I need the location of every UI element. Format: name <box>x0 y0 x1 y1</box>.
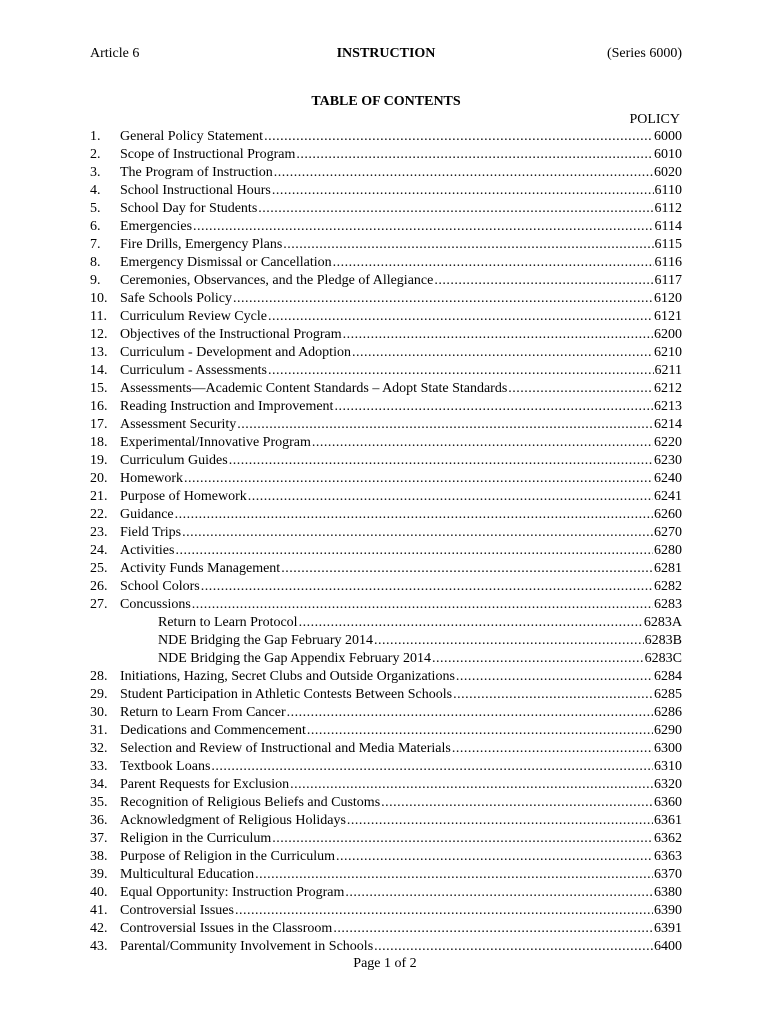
dot-leader <box>201 578 653 596</box>
policy-code: 6391 <box>654 921 682 936</box>
toc-entry <box>90 236 682 254</box>
entry-number: 13. <box>90 345 108 360</box>
entry-number: 21. <box>90 489 108 504</box>
toc-entry <box>90 830 682 848</box>
entry-number: 33. <box>90 759 108 774</box>
policy-code: 6230 <box>654 453 682 468</box>
entry-number: 35. <box>90 795 108 810</box>
entry-title: Assessments—Academic Content Standards – Adopt State Standards <box>120 381 508 396</box>
policy-code: 6220 <box>654 435 682 450</box>
entry-number: 12. <box>90 327 108 342</box>
policy-code: 6310 <box>654 759 682 774</box>
entry-title: Student Participation in Athletic Contests Between Schools <box>120 687 453 702</box>
policy-code: 6290 <box>654 723 682 738</box>
policy-code: 6283 <box>654 597 682 612</box>
policy-code: 6370 <box>654 867 682 882</box>
dot-leader <box>345 884 653 902</box>
entry-title: Dedications and Commencement <box>120 723 306 738</box>
dot-leader <box>347 812 653 830</box>
dot-leader <box>452 740 653 758</box>
dot-leader <box>307 722 653 740</box>
entry-title: Curriculum Review Cycle <box>120 309 267 324</box>
entry-number: 41. <box>90 903 108 918</box>
policy-code: 6211 <box>654 363 682 378</box>
policy-code: 6260 <box>654 507 682 522</box>
toc-entry <box>90 218 682 236</box>
policy-code: 6115 <box>654 237 682 252</box>
dot-leader <box>333 254 654 272</box>
policy-code: 6390 <box>654 903 682 918</box>
toc-entry <box>90 326 682 344</box>
dot-leader <box>272 182 654 200</box>
entry-title: Controversial Issues in the Classroom <box>120 921 333 936</box>
dot-leader <box>193 218 653 236</box>
toc-entry <box>90 902 682 920</box>
entry-title: Parental/Community Involvement in Schools <box>120 939 374 954</box>
entry-title: Religion in the Curriculum <box>120 831 272 846</box>
entry-title: Objectives of the Instructional Program <box>120 327 342 342</box>
toc-entry <box>90 488 682 506</box>
entry-title: Activity Funds Management <box>120 561 281 576</box>
toc-entry <box>90 254 682 272</box>
entry-number: 29. <box>90 687 108 702</box>
toc-entry <box>90 920 682 938</box>
toc-entry <box>90 164 682 182</box>
policy-code: 6270 <box>654 525 682 540</box>
dot-leader <box>290 776 653 794</box>
dot-leader <box>229 452 653 470</box>
toc-entry <box>90 398 682 416</box>
entry-title: Multicultural Education <box>120 867 255 882</box>
dot-leader <box>453 686 653 704</box>
dot-leader <box>432 650 644 668</box>
entry-title: Purpose of Religion in the Curriculum <box>120 849 336 864</box>
policy-code: 6300 <box>654 741 682 756</box>
dot-leader <box>182 524 653 542</box>
dot-leader <box>274 164 653 182</box>
toc-entry <box>90 578 682 596</box>
toc-entry <box>90 614 682 632</box>
entry-title: Purpose of Homework <box>120 489 247 504</box>
policy-code: 6117 <box>654 273 682 288</box>
toc-entry <box>90 866 682 884</box>
policy-code: 6284 <box>654 669 682 684</box>
dot-leader <box>255 866 653 884</box>
toc-entry <box>90 542 682 560</box>
entry-title: Return to Learn From Cancer <box>120 705 286 720</box>
dot-leader <box>175 542 653 560</box>
entry-number: 34. <box>90 777 108 792</box>
entry-number: 14. <box>90 363 108 378</box>
policy-column-header: POLICY <box>629 112 680 127</box>
policy-code: 6320 <box>654 777 682 792</box>
entry-title: Curriculum Guides <box>120 453 228 468</box>
toc-entry <box>90 470 682 488</box>
dot-leader <box>281 560 653 578</box>
entry-title: The Program of Instruction <box>120 165 273 180</box>
entry-title: Emergencies <box>120 219 193 234</box>
toc-entry <box>90 596 682 614</box>
toc-entry <box>90 794 682 812</box>
dot-leader <box>211 758 653 776</box>
dot-leader <box>508 380 653 398</box>
entry-title: Experimental/Innovative Program <box>120 435 311 450</box>
dot-leader <box>184 470 653 488</box>
entry-number: 20. <box>90 471 108 486</box>
policy-code: 6283C <box>644 651 682 666</box>
entry-number: 30. <box>90 705 108 720</box>
dot-leader <box>175 506 653 524</box>
entry-number: 25. <box>90 561 108 576</box>
toc-entry <box>90 740 682 758</box>
toc-entry <box>90 416 682 434</box>
entry-title: NDE Bridging the Gap February 2014 <box>158 633 374 648</box>
entry-number: 4. <box>90 183 101 198</box>
policy-code: 6361 <box>654 813 682 828</box>
dot-leader <box>283 236 653 254</box>
dot-leader <box>235 902 653 920</box>
policy-code: 6283A <box>643 615 682 630</box>
dot-leader <box>333 920 653 938</box>
policy-code: 6210 <box>654 345 682 360</box>
toc-entry <box>90 200 682 218</box>
toc-entry <box>90 812 682 830</box>
toc-entry <box>90 272 682 290</box>
policy-code: 6121 <box>654 309 682 324</box>
policy-code: 6010 <box>654 147 682 162</box>
dot-leader <box>336 848 653 866</box>
toc-list <box>90 128 682 956</box>
policy-code: 6120 <box>654 291 682 306</box>
entry-number: 39. <box>90 867 108 882</box>
toc-entry <box>90 452 682 470</box>
toc-entry <box>90 632 682 650</box>
policy-code: 6241 <box>654 489 682 504</box>
entry-number: 23. <box>90 525 108 540</box>
toc-entry <box>90 884 682 902</box>
entry-number: 40. <box>90 885 108 900</box>
entry-number: 11. <box>90 309 107 324</box>
toc-title: TABLE OF CONTENTS <box>311 94 461 109</box>
toc-entry <box>90 938 682 956</box>
toc-entry <box>90 380 682 398</box>
page-header <box>90 46 682 66</box>
dot-leader <box>268 362 654 380</box>
policy-code: 6360 <box>654 795 682 810</box>
entry-title: Initiations, Hazing, Secret Clubs and Outside Organizations <box>120 669 455 684</box>
entry-number: 3. <box>90 165 101 180</box>
entry-title: Emergency Dismissal or Cancellation <box>120 255 332 270</box>
entry-title: Assessment Security <box>120 417 237 432</box>
toc-entry <box>90 560 682 578</box>
dot-leader <box>233 290 653 308</box>
entry-number: 37. <box>90 831 108 846</box>
entry-title: Curriculum - Assessments <box>120 363 267 378</box>
article-label: Article 6 <box>90 46 140 61</box>
toc-entry <box>90 650 682 668</box>
entry-title: Selection and Review of Instructional and Media Materials <box>120 741 451 756</box>
entry-number: 15. <box>90 381 108 396</box>
dot-leader <box>334 398 653 416</box>
toc-entry <box>90 308 682 326</box>
policy-code: 6212 <box>654 381 682 396</box>
policy-code: 6281 <box>654 561 682 576</box>
policy-code: 6110 <box>654 183 682 198</box>
entry-number: 10. <box>90 291 108 306</box>
section-title: INSTRUCTION <box>336 46 436 61</box>
policy-code: 6020 <box>654 165 682 180</box>
policy-code: 6283B <box>644 633 682 648</box>
entry-title: Equal Opportunity: Instruction Program <box>120 885 345 900</box>
policy-code: 6280 <box>654 543 682 558</box>
policy-code: 6116 <box>654 255 682 270</box>
entry-title: Parent Requests for Exclusion <box>120 777 290 792</box>
entry-number: 22. <box>90 507 108 522</box>
dot-leader <box>296 146 653 164</box>
toc-entry <box>90 344 682 362</box>
dot-leader <box>352 344 653 362</box>
entry-number: 9. <box>90 273 101 288</box>
toc-entry <box>90 146 682 164</box>
policy-code: 6282 <box>654 579 682 594</box>
policy-code: 6363 <box>654 849 682 864</box>
dot-leader <box>287 704 653 722</box>
entry-title: Homework <box>120 471 183 486</box>
policy-code: 6400 <box>654 939 682 954</box>
entry-number: 24. <box>90 543 108 558</box>
policy-code: 6214 <box>654 417 682 432</box>
toc-entry <box>90 686 682 704</box>
entry-number: 17. <box>90 417 108 432</box>
series-label: (Series 6000) <box>606 46 682 61</box>
policy-code: 6112 <box>654 201 682 216</box>
entry-number: 19. <box>90 453 108 468</box>
policy-code: 6213 <box>654 399 682 414</box>
entry-title: Fire Drills, Emergency Plans <box>120 237 283 252</box>
dot-leader <box>264 128 653 146</box>
entry-number: 8. <box>90 255 101 270</box>
entry-number: 2. <box>90 147 101 162</box>
dot-leader <box>272 830 653 848</box>
entry-title: Ceremonies, Observances, and the Pledge of Allegiance <box>120 273 434 288</box>
dot-leader <box>381 794 653 812</box>
entry-number: 28. <box>90 669 108 684</box>
entry-number: 1. <box>90 129 101 144</box>
toc-entry <box>90 434 682 452</box>
dot-leader <box>374 632 644 650</box>
policy-code: 6380 <box>654 885 682 900</box>
entry-title: Return to Learn Protocol <box>158 615 298 630</box>
entry-number: 32. <box>90 741 108 756</box>
entry-title: NDE Bridging the Gap Appendix February 2014 <box>158 651 431 666</box>
entry-title: General Policy Statement <box>120 129 264 144</box>
entry-title: Guidance <box>120 507 174 522</box>
toc-entry <box>90 128 682 146</box>
dot-leader <box>248 488 653 506</box>
entry-title: Field Trips <box>120 525 182 540</box>
dot-leader <box>299 614 643 632</box>
policy-code: 6200 <box>654 327 682 342</box>
entry-number: 18. <box>90 435 108 450</box>
entry-title: School Instructional Hours <box>120 183 271 198</box>
entry-title: Recognition of Religious Beliefs and Customs <box>120 795 381 810</box>
dot-leader <box>312 434 653 452</box>
dot-leader <box>456 668 653 686</box>
toc-entry <box>90 848 682 866</box>
entry-number: 38. <box>90 849 108 864</box>
entry-number: 43. <box>90 939 108 954</box>
entry-number: 42. <box>90 921 108 936</box>
toc-entry <box>90 704 682 722</box>
entry-number: 31. <box>90 723 108 738</box>
entry-title: Acknowledgment of Religious Holidays <box>120 813 346 828</box>
entry-title: Scope of Instructional Program <box>120 147 296 162</box>
entry-title: Reading Instruction and Improvement <box>120 399 334 414</box>
entry-title: Textbook Loans <box>120 759 211 774</box>
toc-entry <box>90 524 682 542</box>
dot-leader <box>434 272 653 290</box>
policy-code: 6362 <box>654 831 682 846</box>
entry-title: Activities <box>120 543 175 558</box>
toc-entry <box>90 290 682 308</box>
entry-title: Concussions <box>120 597 191 612</box>
dot-leader <box>192 596 653 614</box>
dot-leader <box>374 938 653 956</box>
toc-entry <box>90 722 682 740</box>
entry-title: Curriculum - Development and Adoption <box>120 345 351 360</box>
toc-entry <box>90 668 682 686</box>
dot-leader <box>237 416 653 434</box>
policy-code: 6114 <box>654 219 682 234</box>
entry-title: Safe Schools Policy <box>120 291 232 306</box>
page-number: Page 1 of 2 <box>353 956 417 971</box>
entry-number: 27. <box>90 597 108 612</box>
dot-leader <box>268 308 653 326</box>
policy-code: 6000 <box>654 129 682 144</box>
entry-number: 5. <box>90 201 101 216</box>
entry-title: School Day for Students <box>120 201 258 216</box>
toc-entry <box>90 758 682 776</box>
entry-number: 26. <box>90 579 108 594</box>
toc-entry <box>90 506 682 524</box>
dot-leader <box>258 200 653 218</box>
policy-code: 6286 <box>654 705 682 720</box>
policy-code: 6240 <box>654 471 682 486</box>
entry-title: Controversial Issues <box>120 903 234 918</box>
dot-leader <box>343 326 653 344</box>
toc-entry <box>90 182 682 200</box>
entry-number: 36. <box>90 813 108 828</box>
entry-title: School Colors <box>120 579 200 594</box>
toc-entry <box>90 362 682 380</box>
entry-number: 7. <box>90 237 101 252</box>
entry-number: 6. <box>90 219 101 234</box>
entry-number: 16. <box>90 399 108 414</box>
policy-code: 6285 <box>654 687 682 702</box>
toc-entry <box>90 776 682 794</box>
